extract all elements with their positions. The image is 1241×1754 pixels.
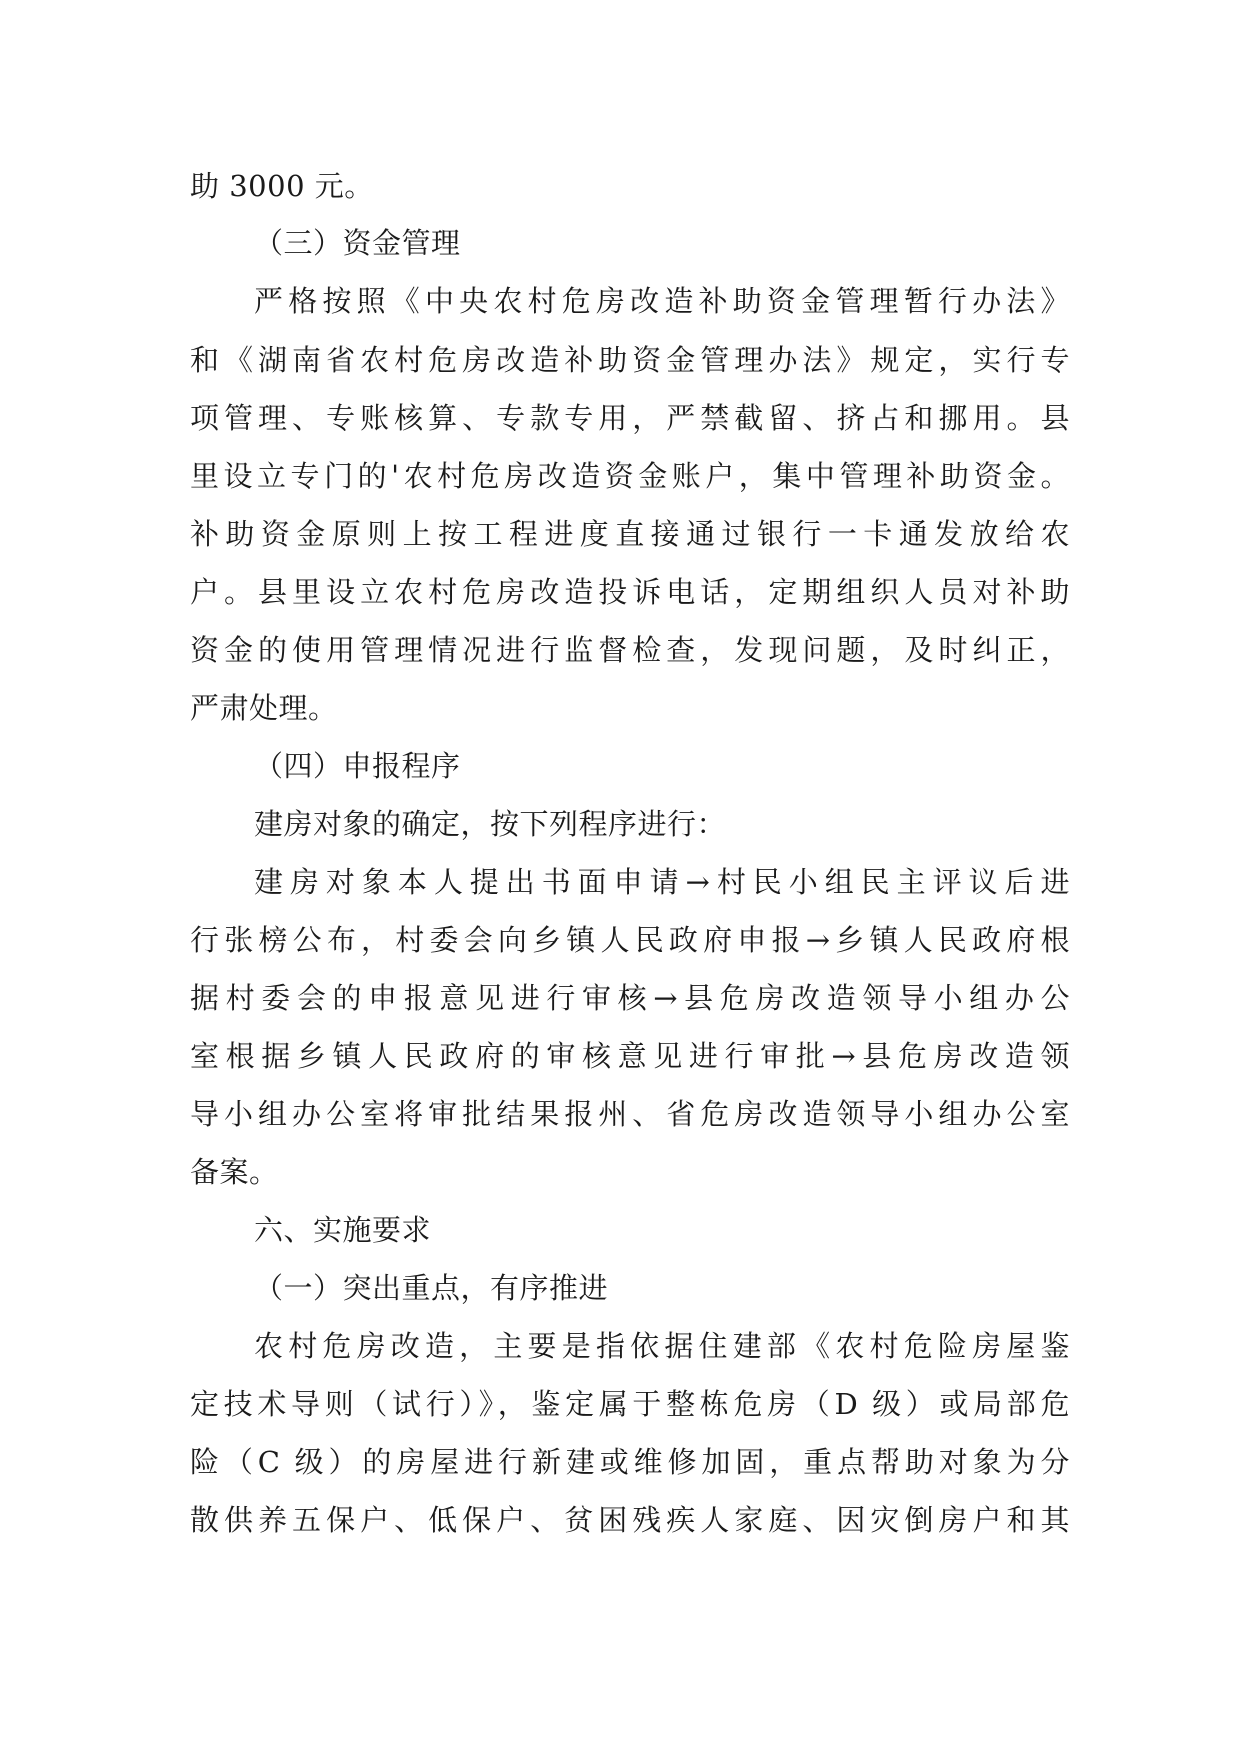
text-line: 险（C 级）的房屋进行新建或维修加固，重点帮助对象为分: [190, 1445, 1070, 1479]
section-heading: （四）申报程序: [254, 749, 461, 783]
text-line: 助 3000 元。: [190, 169, 374, 203]
text-line: 和《湖南省农村危房改造补助资金管理办法》规定，实行专: [190, 343, 1070, 377]
text-line: 严格按照《中央农村危房改造补助资金管理暂行办法》: [254, 284, 1070, 318]
text-line: 建房对象的确定，按下列程序进行：: [254, 807, 727, 841]
text-line: 里设立专门的'农村危房改造资金账户，集中管理补助资金。: [190, 459, 1070, 493]
text-line: 备案。: [190, 1155, 279, 1189]
section-heading: （三）资金管理: [254, 226, 461, 260]
text-line: 农村危房改造，主要是指依据住建部《农村危险房屋鉴: [254, 1329, 1070, 1363]
text-line: 项管理、专账核算、专款专用，严禁截留、挤占和挪用。县: [190, 401, 1070, 435]
text-line: 建房对象本人提出书面申请→村民小组民主评议后进: [254, 865, 1070, 899]
subsection-heading: （一）突出重点，有序推进: [254, 1271, 609, 1305]
text-line: 行张榜公布，村委会向乡镇人民政府申报→乡镇人民政府根: [190, 923, 1070, 957]
text-line: 导小组办公室将审批结果报州、省危房改造领导小组办公室: [190, 1097, 1070, 1131]
text-line: 据村委会的申报意见进行审核→县危房改造领导小组办公: [190, 981, 1070, 1015]
text-line: 室根据乡镇人民政府的审核意见进行审批→县危房改造领: [190, 1039, 1070, 1073]
text-line: 严肃处理。: [190, 691, 338, 725]
text-line: 户。县里设立农村危房改造投诉电话，定期组织人员对补助: [190, 575, 1070, 609]
text-line: 补助资金原则上按工程进度直接通过银行一卡通发放给农: [190, 517, 1070, 551]
section-heading: 六、实施要求: [254, 1213, 432, 1247]
text-line: 定技术导则（试行）》，鉴定属于整栋危房（D 级）或局部危: [190, 1387, 1070, 1421]
text-line: 资金的使用管理情况进行监督检查，发现问题，及时纠正，: [190, 633, 1070, 667]
text-line: 散供养五保户、低保户、贫困残疾人家庭、因灾倒房户和其: [190, 1503, 1070, 1537]
